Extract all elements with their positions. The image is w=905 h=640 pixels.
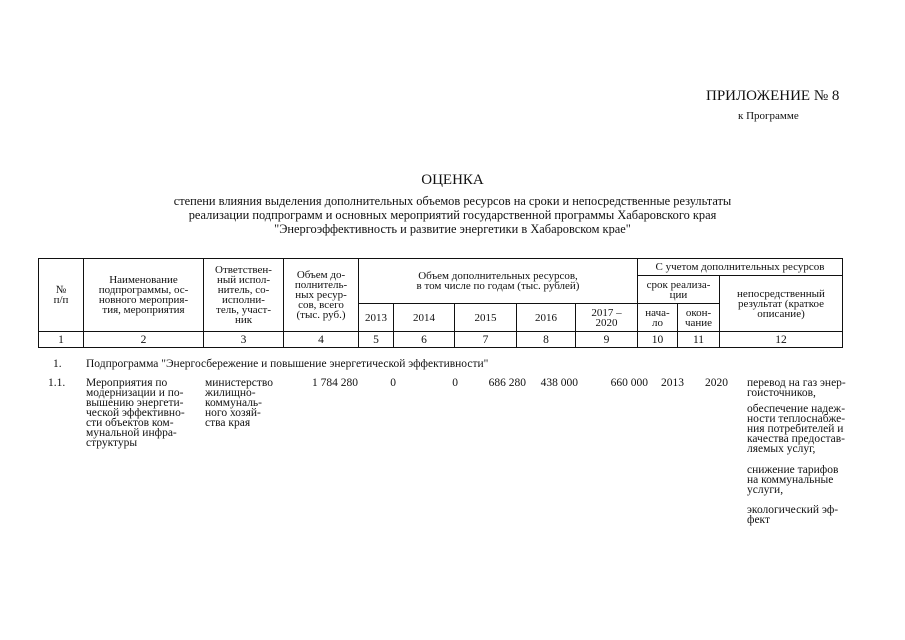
header-end: окон- чание <box>678 304 720 332</box>
measure-2015: 686 280 <box>488 377 526 389</box>
column-number: 12 <box>720 332 843 348</box>
header-year-2017-2020: 2017 – 2020 <box>576 304 638 332</box>
measure-start: 2013 <box>661 377 684 389</box>
header-year-2014: 2014 <box>394 304 455 332</box>
subprogram-title: Подпрограмма "Энергосбережение и повышение энергетической эффективности" <box>86 358 489 370</box>
document-subtitle-line: реализации подпрограмм и основных мероприятий государственной программы Хабаровского края <box>188 208 717 222</box>
subprogram-num: 1. <box>53 358 62 370</box>
header-year-2013: 2013 <box>359 304 394 332</box>
column-number: 8 <box>517 332 576 348</box>
measure-result: снижение тарифов на коммунальные услуги, <box>747 464 839 496</box>
measure-num: 1.1. <box>48 377 66 389</box>
measure-2016: 438 000 <box>540 377 578 389</box>
measure-result: обеспечение надеж- ности теплоснабже- ния потребителей и качества предостав- ляемых услуг, <box>747 403 846 455</box>
column-number: 2 <box>84 332 204 348</box>
column-number: 7 <box>455 332 517 348</box>
header-name: Наименование подпрограммы, ос- новного мероприя- тия, мероприятия <box>84 259 204 332</box>
measure-name: Мероприятия по модернизации и по- вышению энергети- ческой эффективно- сти объектов ком- мунальной инфра- структуры <box>86 377 185 449</box>
column-number: 6 <box>394 332 455 348</box>
column-number: 11 <box>678 332 720 348</box>
appendix-title: ПРИЛОЖЕНИЕ № 8 <box>706 88 840 104</box>
document-subtitle-line: степени влияния выделения дополнительных объемов ресурсов на сроки и непосредственные результаты <box>173 194 732 208</box>
measure-2017-2020: 660 000 <box>610 377 648 389</box>
measure-2014: 0 <box>452 377 458 389</box>
header-by-year: Объем дополнительных ресурсов, в том числе по годам (тыс. рублей) <box>359 259 638 304</box>
header-with-additional: С учетом дополнительных ресурсов <box>638 259 843 276</box>
header-responsible: Ответствен- ный испол- нитель, со- исполни- тель, участ- ник <box>204 259 284 332</box>
header-year-2015: 2015 <box>455 304 517 332</box>
measure-result: перевод на газ энер- гоисточников, <box>747 377 846 399</box>
header-num: № п/п <box>39 259 84 332</box>
column-number: 5 <box>359 332 394 348</box>
column-number: 10 <box>638 332 678 348</box>
column-number: 9 <box>576 332 638 348</box>
measure-responsible: министерство жилищно- коммуналь- ного хозяй- ства края <box>205 377 273 429</box>
appendix-subtitle: к Программе <box>738 110 799 122</box>
document-subtitle-line: "Энергоэффективность и развитие энергетики в Хабаровском крае" <box>274 222 631 236</box>
measure-end: 2020 <box>705 377 728 389</box>
column-number: 1 <box>39 332 84 348</box>
header-period: срок реализа- ции <box>638 276 720 304</box>
header-year-2016: 2016 <box>517 304 576 332</box>
assessment-table-header <box>38 258 843 348</box>
measure-2013: 0 <box>390 377 396 389</box>
header-volume: Объем до- полнитель- ных ресур- сов, всего (тыс. руб.) <box>284 259 359 332</box>
measure-result: экологический эф- фект <box>747 504 839 526</box>
column-number: 3 <box>204 332 284 348</box>
measure-total: 1 784 280 <box>312 377 358 389</box>
column-number: 4 <box>284 332 359 348</box>
header-start: нача- ло <box>638 304 678 332</box>
document-title: ОЦЕНКА <box>421 172 484 188</box>
header-result: непосредственный результат (краткое описание) <box>720 276 843 332</box>
